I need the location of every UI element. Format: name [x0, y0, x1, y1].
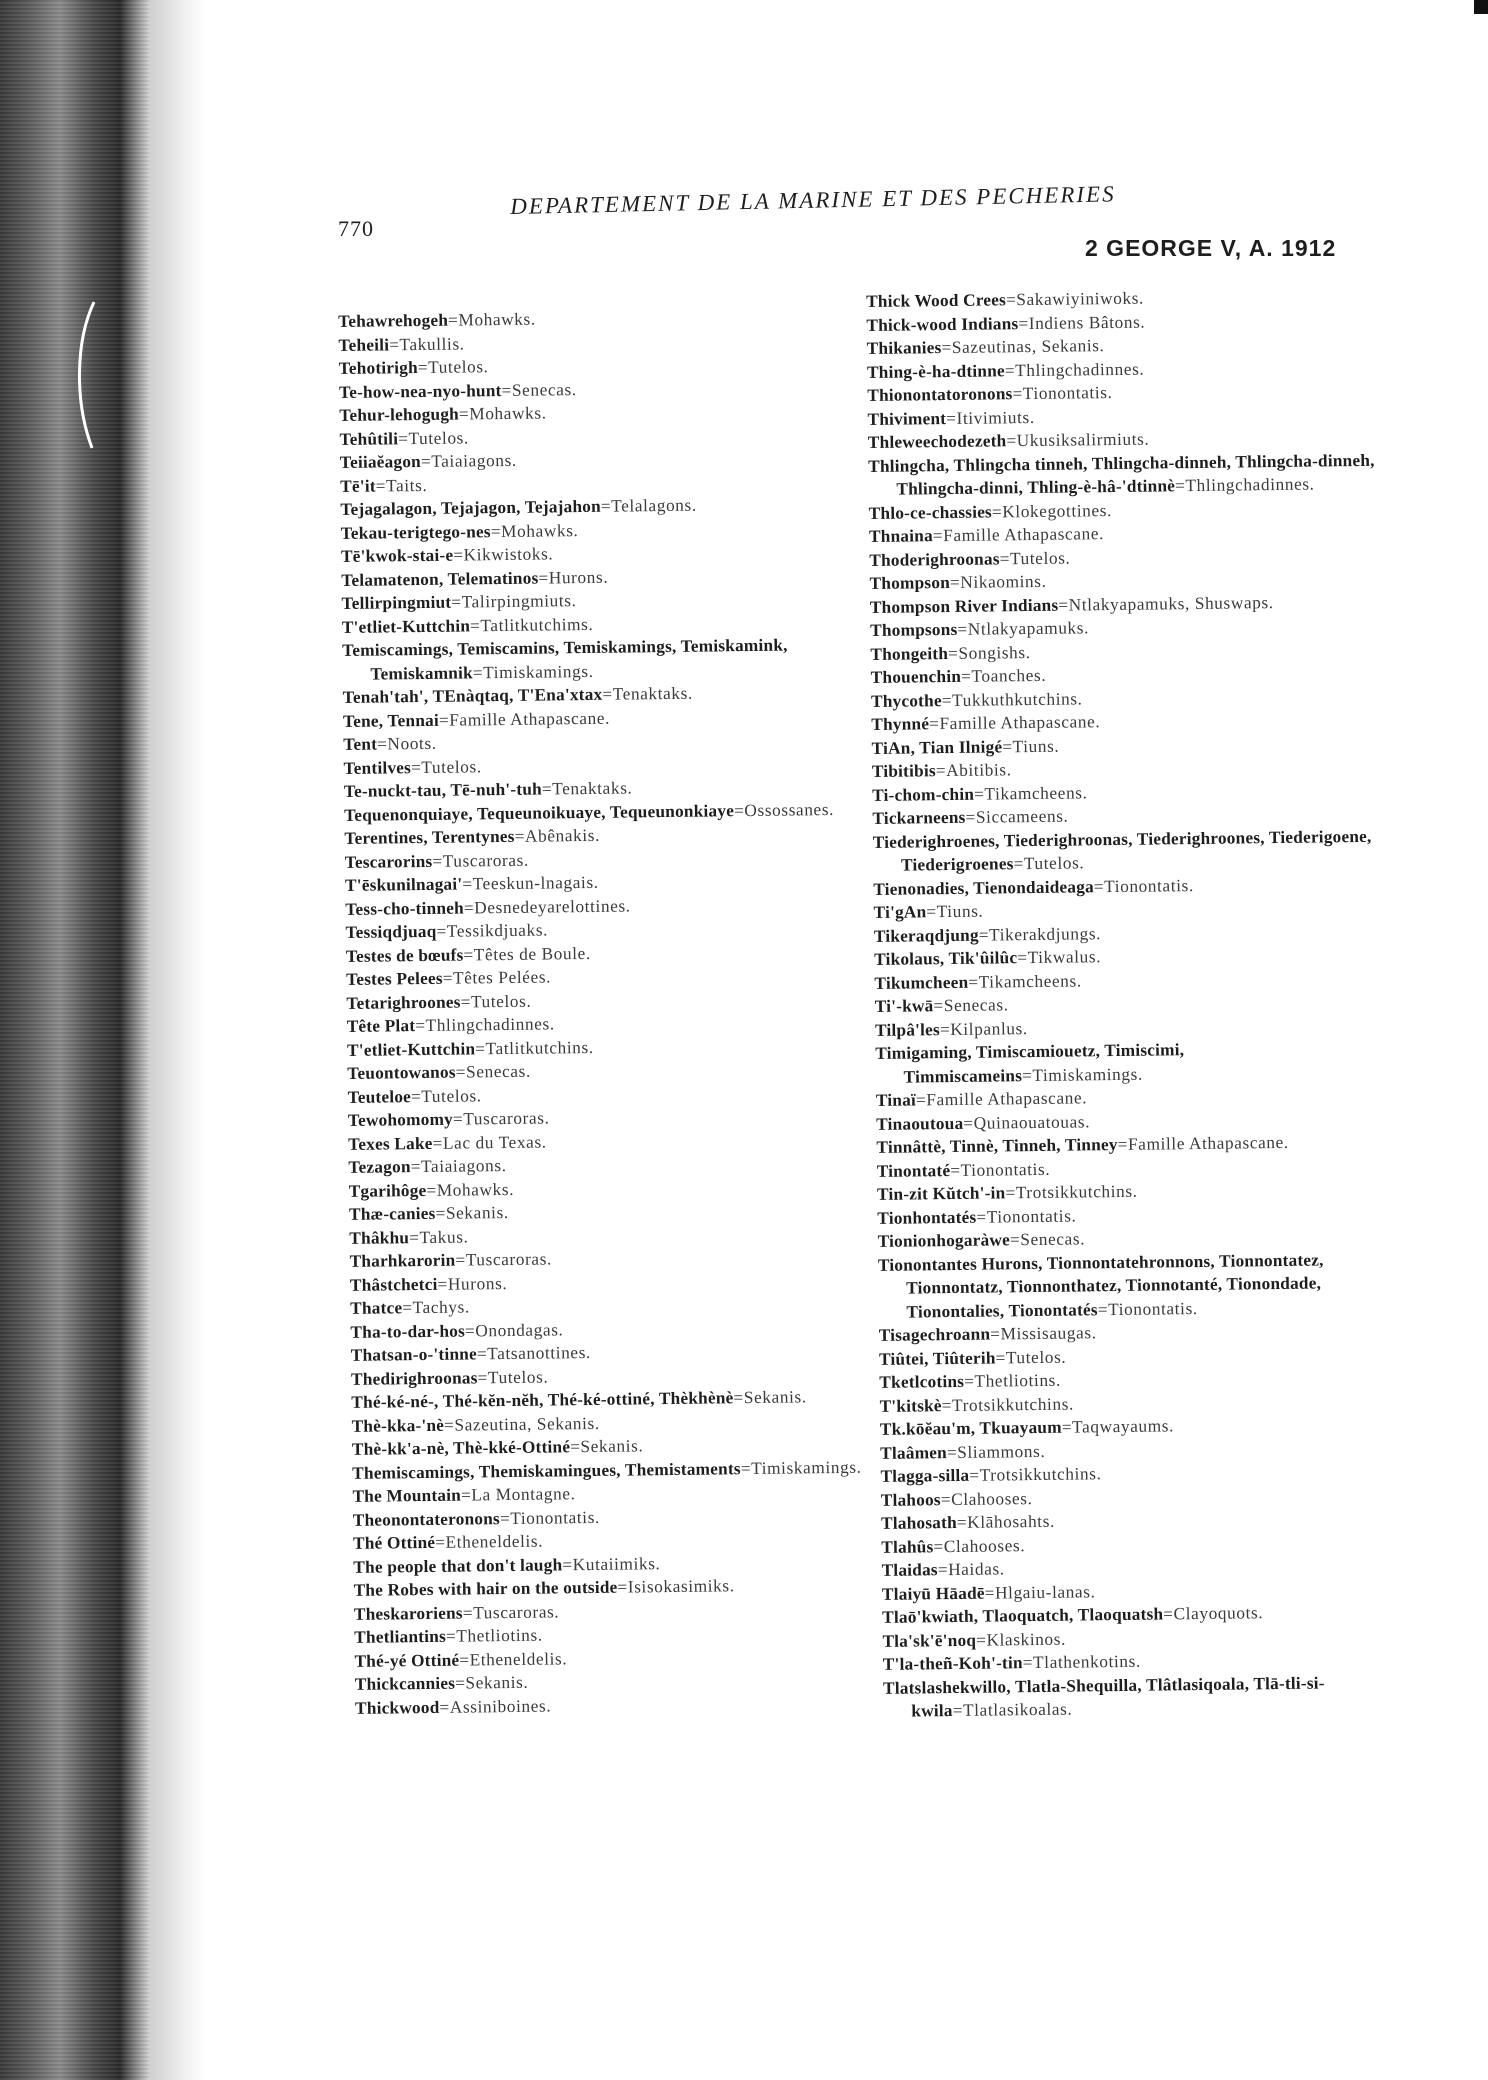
- entry-headword: Tilpâ'les: [874, 1019, 941, 1040]
- entry-equivalent: =Sekanis.: [570, 1436, 644, 1457]
- left-column: [338, 304, 885, 1720]
- entry-equivalent: =Siccameens.: [965, 806, 1069, 827]
- entry-equivalent: =Ntlakyapamuks, Shuswaps.: [1058, 592, 1274, 615]
- entry-headword: Thæ-canies: [348, 1203, 436, 1224]
- entry-equivalent: =Isisokasimiks.: [617, 1576, 735, 1597]
- entry-headword: Thompsons: [870, 619, 958, 640]
- entry-headword: Tellirpingmiut: [341, 592, 452, 613]
- entry-equivalent: =Tionontatis.: [499, 1507, 600, 1528]
- entry-equivalent: =Timiskamings.: [1021, 1064, 1143, 1085]
- entry-equivalent: =Famille Athapascane.: [932, 524, 1105, 546]
- glossary-entry: [875, 1036, 1401, 1089]
- entry-headword: Tlahûs: [881, 1536, 934, 1557]
- entry-headword: Tikolaus, Tik'ûilûc: [874, 948, 1018, 969]
- entry-equivalent: =Taqwayaums.: [1061, 1416, 1175, 1437]
- entry-headword: Thetliantins: [354, 1626, 447, 1647]
- entry-headword: Tequenonquiaye, Tequeunoikuaye, Tequeunonkiaye: [344, 800, 735, 825]
- entry-headword: Tête Plat: [346, 1016, 416, 1036]
- entry-equivalent: =Mohawks.: [447, 309, 536, 330]
- glossary-entry: [878, 1247, 1404, 1324]
- entry-equivalent: =Lac du Texas.: [432, 1132, 547, 1153]
- entry-equivalent: =Mohawks.: [426, 1179, 515, 1200]
- entry-headword: Thongeith: [870, 643, 949, 664]
- entry-headword: Thé Ottiné: [352, 1532, 436, 1553]
- page-curl-mark: [72, 300, 102, 450]
- entry-equivalent: =Indiens Bâtons.: [1018, 312, 1146, 333]
- entry-equivalent: =Tatsanottines.: [476, 1342, 592, 1364]
- entry-equivalent: =Quinaouatouas.: [963, 1111, 1091, 1133]
- entry-headword: Te-how-nea-nyo-hunt: [338, 380, 502, 402]
- entry-equivalent: =Tachys.: [402, 1297, 470, 1318]
- entry-equivalent: =Tuscaroras.: [455, 1249, 552, 1270]
- entry-equivalent: =Tutelos.: [410, 1085, 482, 1106]
- entry-equivalent: =Tutelos.: [477, 1367, 549, 1387]
- entry-equivalent: =Tessikdjuaks.: [436, 920, 549, 941]
- entry-headword: Thick Wood Crees: [866, 290, 1007, 311]
- entry-headword: Thè-kk'a-nè, Thè-kké-Ottiné: [351, 1437, 571, 1459]
- entry-equivalent: =Tutelos.: [460, 991, 532, 1012]
- entry-equivalent: =Famille Athapascane.: [929, 712, 1101, 734]
- entry-headword: Texes Lake: [348, 1133, 433, 1154]
- entry-headword: Tlagga-silla: [880, 1465, 970, 1486]
- entry-equivalent: =Tuscaroras.: [432, 850, 529, 871]
- entry-headword: Te-nuckt-tau, Tē-nuh'-tuh: [343, 779, 543, 801]
- entry-equivalent: =Assiniboines.: [439, 1695, 552, 1717]
- entry-headword: Tgarihôge: [348, 1180, 427, 1201]
- entry-equivalent: =Kikwistoks.: [453, 544, 554, 565]
- entry-headword: Thâkhu: [349, 1227, 410, 1248]
- entry-equivalent: =Taiaiagons.: [410, 1156, 507, 1177]
- entry-equivalent: =Tikamcheens.: [973, 782, 1088, 804]
- entry-headword: Tickarneens: [872, 807, 966, 828]
- entry-headword: Theonontateronons: [352, 1508, 501, 1530]
- entry-headword: Thé-yé Ottiné: [354, 1650, 460, 1671]
- glossary-entry: [873, 824, 1399, 877]
- entry-equivalent: =Senecas.: [933, 995, 1009, 1016]
- entry-headword: Tibitibis: [871, 761, 936, 781]
- entry-equivalent: =Nikaomins.: [949, 571, 1047, 592]
- entry-headword: Tlaiyū Hāadē: [881, 1583, 985, 1604]
- entry-headword: Tlaidas: [881, 1560, 938, 1580]
- entry-headword: Testes Pelees: [346, 968, 443, 989]
- entry-headword: Tehawrehogeh: [338, 310, 449, 331]
- entry-headword: Tlaō'kwiath, Tlaoquatch, Tlaoquatsh: [882, 1604, 1164, 1627]
- entry-equivalent: =Tutelos.: [417, 357, 489, 378]
- entry-equivalent: =Famille Athapascane.: [915, 1088, 1088, 1110]
- entry-equivalent: =Sekanis.: [435, 1202, 509, 1223]
- entry-equivalent: =Thetliotins.: [445, 1625, 543, 1646]
- entry-equivalent: =Clahooses.: [940, 1488, 1033, 1509]
- entry-equivalent: =Ossossanes.: [733, 799, 835, 820]
- entry-headword: Thnaina: [868, 526, 933, 546]
- entry-headword: Thoderighroonas: [869, 548, 1000, 570]
- entry-equivalent: =Famille Athapascane.: [438, 708, 611, 730]
- entry-equivalent: =Trotsikkutchins.: [1005, 1181, 1138, 1203]
- entry-equivalent: =Tionontatis.: [1097, 1298, 1198, 1319]
- entry-equivalent: =Sazeutinas, Sekanis.: [941, 336, 1105, 358]
- entry-headword: Testes de bœufs: [345, 945, 464, 966]
- entry-headword: T'la-theñ-Koh'-tin: [882, 1653, 1023, 1674]
- entry-equivalent: =Tionontatis.: [1093, 875, 1194, 896]
- entry-headword: Tess-cho-tinneh: [345, 898, 464, 919]
- entry-equivalent: =Missisaugas.: [990, 1323, 1097, 1344]
- entry-headword: Tene, Tennai: [342, 710, 440, 731]
- entry-equivalent: =Noots.: [376, 733, 437, 754]
- entry-equivalent: =Abênakis.: [514, 825, 601, 846]
- entry-equivalent: =Mohawks.: [490, 520, 579, 541]
- entry-headword: Tha-to-dar-hos: [350, 1321, 466, 1342]
- entry-equivalent: =Tionontatis.: [950, 1159, 1051, 1180]
- entry-headword: Tenah'tah', TEnàqtaq, T'Ena'xtax: [342, 684, 603, 707]
- entry-equivalent: =Thlingchadinnes.: [1004, 359, 1145, 380]
- entry-headword: Tikeraqdjung: [873, 925, 979, 946]
- entry-headword: Tiederighroenes, Tiederighroonas, Tiederighroones, Tiederigoene, Tiederigroenes: [872, 826, 1372, 875]
- entry-headword: Tketlcotins: [879, 1371, 965, 1392]
- entry-equivalent: =Takullis.: [389, 333, 465, 354]
- entry-headword: Tetarighroones: [346, 992, 461, 1013]
- entry-equivalent: =Tlathenkotins.: [1022, 1651, 1141, 1673]
- entry-headword: Thedirighroonas: [350, 1367, 478, 1389]
- entry-equivalent: =Famille Athapascane.: [1117, 1132, 1289, 1154]
- entry-headword: Thiviment: [867, 408, 947, 429]
- glossary-entry: [883, 1670, 1409, 1723]
- entry-headword: Thynné: [871, 714, 930, 734]
- entry-equivalent: =Tukkuthkutchins.: [941, 688, 1083, 710]
- entry-headword: Ti-chom-chin: [872, 784, 975, 805]
- entry-equivalent: =Tenaktaks.: [602, 683, 693, 704]
- entry-equivalent: =Onondagas.: [464, 1319, 564, 1341]
- entry-equivalent: =Talirpingmiuts.: [451, 591, 577, 612]
- entry-headword: Teheili: [338, 334, 390, 355]
- entry-equivalent: =Senecas.: [1009, 1229, 1086, 1250]
- entry-headword: Thatsan-o-'tinne: [350, 1344, 478, 1365]
- entry-headword: Thing-è-ha-dtinne: [866, 360, 1005, 382]
- entry-headword: Teiiaĕagon: [339, 451, 422, 472]
- entry-equivalent: =Tutelos.: [410, 756, 482, 777]
- entry-headword: Thompson: [869, 572, 951, 593]
- entry-headword: Thick-wood Indians: [866, 313, 1019, 335]
- entry-equivalent: =Tikwalus.: [1017, 947, 1102, 968]
- entry-equivalent: =Tionontatis.: [976, 1205, 1077, 1227]
- page-gutter-shadow: [150, 0, 205, 2080]
- entry-equivalent: =Timiskamings.: [472, 661, 594, 682]
- entry-equivalent: =Tuscaroras.: [452, 1108, 550, 1129]
- entry-headword: Thâstchetci: [349, 1274, 438, 1295]
- entry-equivalent: =Tatlitkutchins.: [475, 1037, 594, 1058]
- entry-headword: T'etliet-Kuttchin: [346, 1038, 476, 1060]
- entry-equivalent: =Clahooses.: [933, 1535, 1026, 1556]
- entry-headword: Terentines, Terentynes: [344, 826, 515, 848]
- entry-headword: Thompson River Indians: [869, 595, 1059, 617]
- entry-headword: Teuteloe: [347, 1086, 412, 1107]
- entry-equivalent: =Taits.: [375, 475, 428, 496]
- entry-equivalent: =Klokegottines.: [991, 500, 1113, 521]
- entry-headword: Tinontaté: [876, 1160, 951, 1181]
- entry-headword: Tlahoos: [880, 1489, 941, 1510]
- entry-headword: Tionhontatés: [877, 1207, 977, 1228]
- entry-equivalent: =Sekanis.: [455, 1672, 529, 1693]
- glossary-entry: [342, 633, 873, 686]
- entry-headword: Thickwood: [354, 1697, 440, 1718]
- entry-headword: Tezagon: [348, 1157, 411, 1177]
- entry-equivalent: =Songishs.: [947, 642, 1031, 663]
- entry-equivalent: =Têtes Pelées.: [442, 967, 552, 988]
- entry-headword: Thé-ké-né-, Thé-kĕn-nĕh, Thé-ké-ottiné, Thèkhènè: [351, 1388, 734, 1412]
- entry-equivalent: =Sekanis.: [733, 1387, 807, 1408]
- entry-equivalent: =Tatlitkutchims.: [469, 614, 594, 635]
- entry-equivalent: =Sliammons.: [946, 1441, 1046, 1462]
- entry-headword: The Robes with hair on the outside: [353, 1577, 618, 1600]
- entry-equivalent: =Trotsikkutchins.: [969, 1464, 1102, 1485]
- entry-equivalent: =Senecas.: [501, 379, 577, 400]
- entry-headword: Telamatenon, Telematinos: [341, 568, 539, 590]
- entry-headword: The people that don't laugh: [353, 1554, 563, 1577]
- entry-headword: Tentilves: [343, 757, 412, 778]
- entry-headword: Thikanies: [866, 338, 942, 358]
- entry-headword: T'kitskè: [879, 1395, 942, 1416]
- entry-equivalent: =Tenaktaks.: [541, 778, 633, 799]
- entry-equivalent: =La Montagne.: [460, 1484, 576, 1505]
- entry-equivalent: =Timiskamings.: [740, 1457, 862, 1478]
- entry-equivalent: =Thetliotins.: [964, 1370, 1061, 1391]
- entry-headword: Themiscamings, Themiskamingues, Themistaments: [352, 1458, 741, 1483]
- running-head: DEPARTEMENT DE LA MARINE ET DES PECHERIES: [510, 181, 1116, 219]
- entry-equivalent: =Etheneldelis.: [459, 1648, 568, 1670]
- entry-headword: Tescarorins: [344, 851, 433, 872]
- scan-corner-mark: [1474, 0, 1488, 14]
- entry-equivalent: =Senecas.: [455, 1061, 531, 1082]
- entry-equivalent: =Abitibis.: [935, 760, 1012, 781]
- entry-headword: Ti'-kwā: [874, 996, 934, 1016]
- entry-equivalent: =Hurons.: [538, 567, 609, 588]
- entry-headword: Tlatslashekwillo, Tlatla-Shequilla, Tlâtlasiqoala, Tlā-tli-si-kwila: [882, 1673, 1325, 1721]
- entry-headword: Tehotirigh: [338, 358, 418, 378]
- entry-headword: Tk.kōĕau'm, Tkuayaum: [879, 1417, 1062, 1439]
- entry-equivalent: =Tlatlasikoalas.: [952, 1699, 1073, 1721]
- entry-headword: Tinnâttè, Tinnè, Tinneh, Tinney: [876, 1134, 1118, 1157]
- entry-headword: Timigaming, Timiscamiouetz, Timiscimi, Timmiscameins: [875, 1040, 1185, 1087]
- entry-equivalent: =Desnedeyarelottines.: [463, 895, 631, 918]
- entry-headword: Thickcannies: [354, 1673, 456, 1694]
- entry-headword: Tlahosath: [880, 1512, 957, 1533]
- entry-headword: T'etliet-Kuttchin: [341, 615, 471, 637]
- entry-equivalent: =Têtes de Boule.: [463, 943, 591, 965]
- entry-headword: Tent: [343, 734, 378, 754]
- entry-headword: Ti'gAn: [873, 902, 927, 922]
- entry-equivalent: =Tiuns.: [926, 901, 984, 922]
- entry-equivalent: =Klāhosahts.: [956, 1511, 1056, 1532]
- entry-equivalent: =Thlingchadinnes.: [415, 1014, 555, 1036]
- entry-headword: Tejagalagon, Tejajagon, Tejajahon: [340, 496, 601, 519]
- entry-equivalent: =Itivimiuts.: [946, 407, 1035, 428]
- entry-equivalent: =Klaskinos.: [976, 1629, 1067, 1650]
- entry-equivalent: =Telalagons.: [600, 495, 697, 516]
- entry-headword: Tē'kwok-stai-e: [340, 545, 454, 566]
- entry-headword: Tessiqdjuaq: [345, 921, 437, 942]
- entry-headword: Tienonadies, Tienondaideaga: [873, 876, 1094, 899]
- entry-equivalent: =Kilpanlus.: [939, 1018, 1028, 1039]
- entry-equivalent: =Toanches.: [960, 665, 1047, 686]
- entry-headword: Tinaoutoua: [876, 1113, 964, 1134]
- entry-headword: Teuontowanos: [347, 1062, 456, 1083]
- entry-equivalent: =Thlingchadinnes.: [1174, 474, 1315, 496]
- entry-equivalent: =Tiuns.: [1002, 736, 1060, 756]
- entry-headword: Thè-kka-'nè: [351, 1415, 445, 1436]
- entry-equivalent: =Tionontatis.: [1012, 382, 1113, 404]
- entry-headword: Thleweechodezeth: [867, 431, 1007, 452]
- entry-headword: Tisagechroann: [878, 1324, 991, 1345]
- entry-equivalent: =Tutelos.: [1013, 853, 1085, 874]
- entry-headword: Tionionhogaràwe: [877, 1230, 1011, 1251]
- entry-headword: Thlingcha, Thlingcha tinneh, Thlingcha-dinneh, Thlingcha-dinneh, Thlingcha-dinni, Thling-è-hâ-'dtinnè: [868, 450, 1375, 499]
- entry-headword: Tehur-lehogugh: [339, 404, 460, 425]
- entry-headword: Tekau-terigtego-nes: [340, 521, 491, 543]
- entry-headword: T'ēskunilnagai': [344, 874, 463, 895]
- entry-headword: Tla'sk'ē'noq: [882, 1630, 977, 1651]
- entry-equivalent: =Haidas.: [937, 1559, 1005, 1580]
- entry-equivalent: =Tikamcheens.: [968, 970, 1082, 992]
- entry-headword: Tin-zit Kŭtch'-in: [876, 1183, 1006, 1204]
- entry-equivalent: =Takus.: [409, 1226, 469, 1247]
- entry-equivalent: =Teeskun-lnagais.: [462, 872, 599, 894]
- entry-equivalent: =Tikerakdjungs.: [978, 923, 1102, 945]
- right-column: [866, 284, 1408, 1724]
- session-label: 2 GEORGE V, A. 1912: [1085, 235, 1337, 261]
- entry-headword: Thlo-ce-chassies: [868, 501, 993, 523]
- entry-equivalent: =Tutelos.: [995, 1347, 1067, 1367]
- entry-equivalent: =Kutaiimiks.: [562, 1553, 661, 1574]
- entry-equivalent: =Taiaiagons.: [420, 450, 517, 471]
- entry-equivalent: =Tutelos.: [398, 427, 469, 448]
- entry-headword: The Mountain: [352, 1485, 462, 1506]
- entry-headword: Tlaâmen: [880, 1442, 948, 1463]
- entry-equivalent: =Ntlakyapamuks.: [957, 618, 1090, 639]
- entry-headword: Thycothe: [870, 690, 942, 711]
- entry-equivalent: =Sakawiyiniwoks.: [1005, 288, 1145, 310]
- entry-headword: Thouenchin: [870, 666, 962, 687]
- entry-headword: Thionontatoronons: [867, 384, 1013, 405]
- entry-headword: Tewohomomy: [347, 1109, 454, 1130]
- entry-headword: Thatce: [350, 1298, 403, 1318]
- entry-headword: Tharhkarorin: [349, 1250, 456, 1271]
- entry-headword: Tehûtili: [339, 428, 399, 449]
- entry-equivalent: =Sazeutina, Sekanis.: [443, 1413, 600, 1435]
- entry-headword: Tinaï: [875, 1090, 917, 1110]
- entry-headword: Theskaroriens: [353, 1603, 463, 1624]
- entry-equivalent: =Tuscaroras.: [462, 1601, 560, 1623]
- entry-equivalent: =Hlgaiu-lanas.: [984, 1581, 1096, 1603]
- entry-headword: Tikumcheen: [874, 972, 969, 993]
- glossary-entry: [868, 448, 1394, 501]
- entry-equivalent: =Hurons.: [437, 1273, 508, 1294]
- entry-headword: Tiûtei, Tiûterih: [878, 1347, 996, 1369]
- entry-equivalent: =Ukusiksalirmiuts.: [1006, 429, 1150, 451]
- entry-headword: Tē'it: [340, 476, 376, 496]
- entry-equivalent: =Etheneldelis.: [435, 1531, 544, 1552]
- entry-headword: Temiscamings, Temiscamins, Temiskamings, Temiskamink, Temiskamnik: [342, 635, 788, 684]
- entry-headword: TiAn, Tian Ilnigé: [871, 736, 1003, 758]
- entry-headword: Tionontantes Hurons, Tionnontatehronnons, Tionnontatez, Tionnontatz, Tionnonthatez, Tionnotanté, Tionondade, Tionontalies, Tionontatés: [877, 1249, 1324, 1322]
- entry-equivalent: =Clayoquots.: [1163, 1603, 1264, 1624]
- page-number: 770: [338, 216, 374, 241]
- entry-equivalent: =Trotsikkutchins.: [941, 1394, 1074, 1415]
- entry-equivalent: =Tutelos.: [999, 548, 1071, 568]
- entry-equivalent: =Mohawks.: [458, 403, 547, 424]
